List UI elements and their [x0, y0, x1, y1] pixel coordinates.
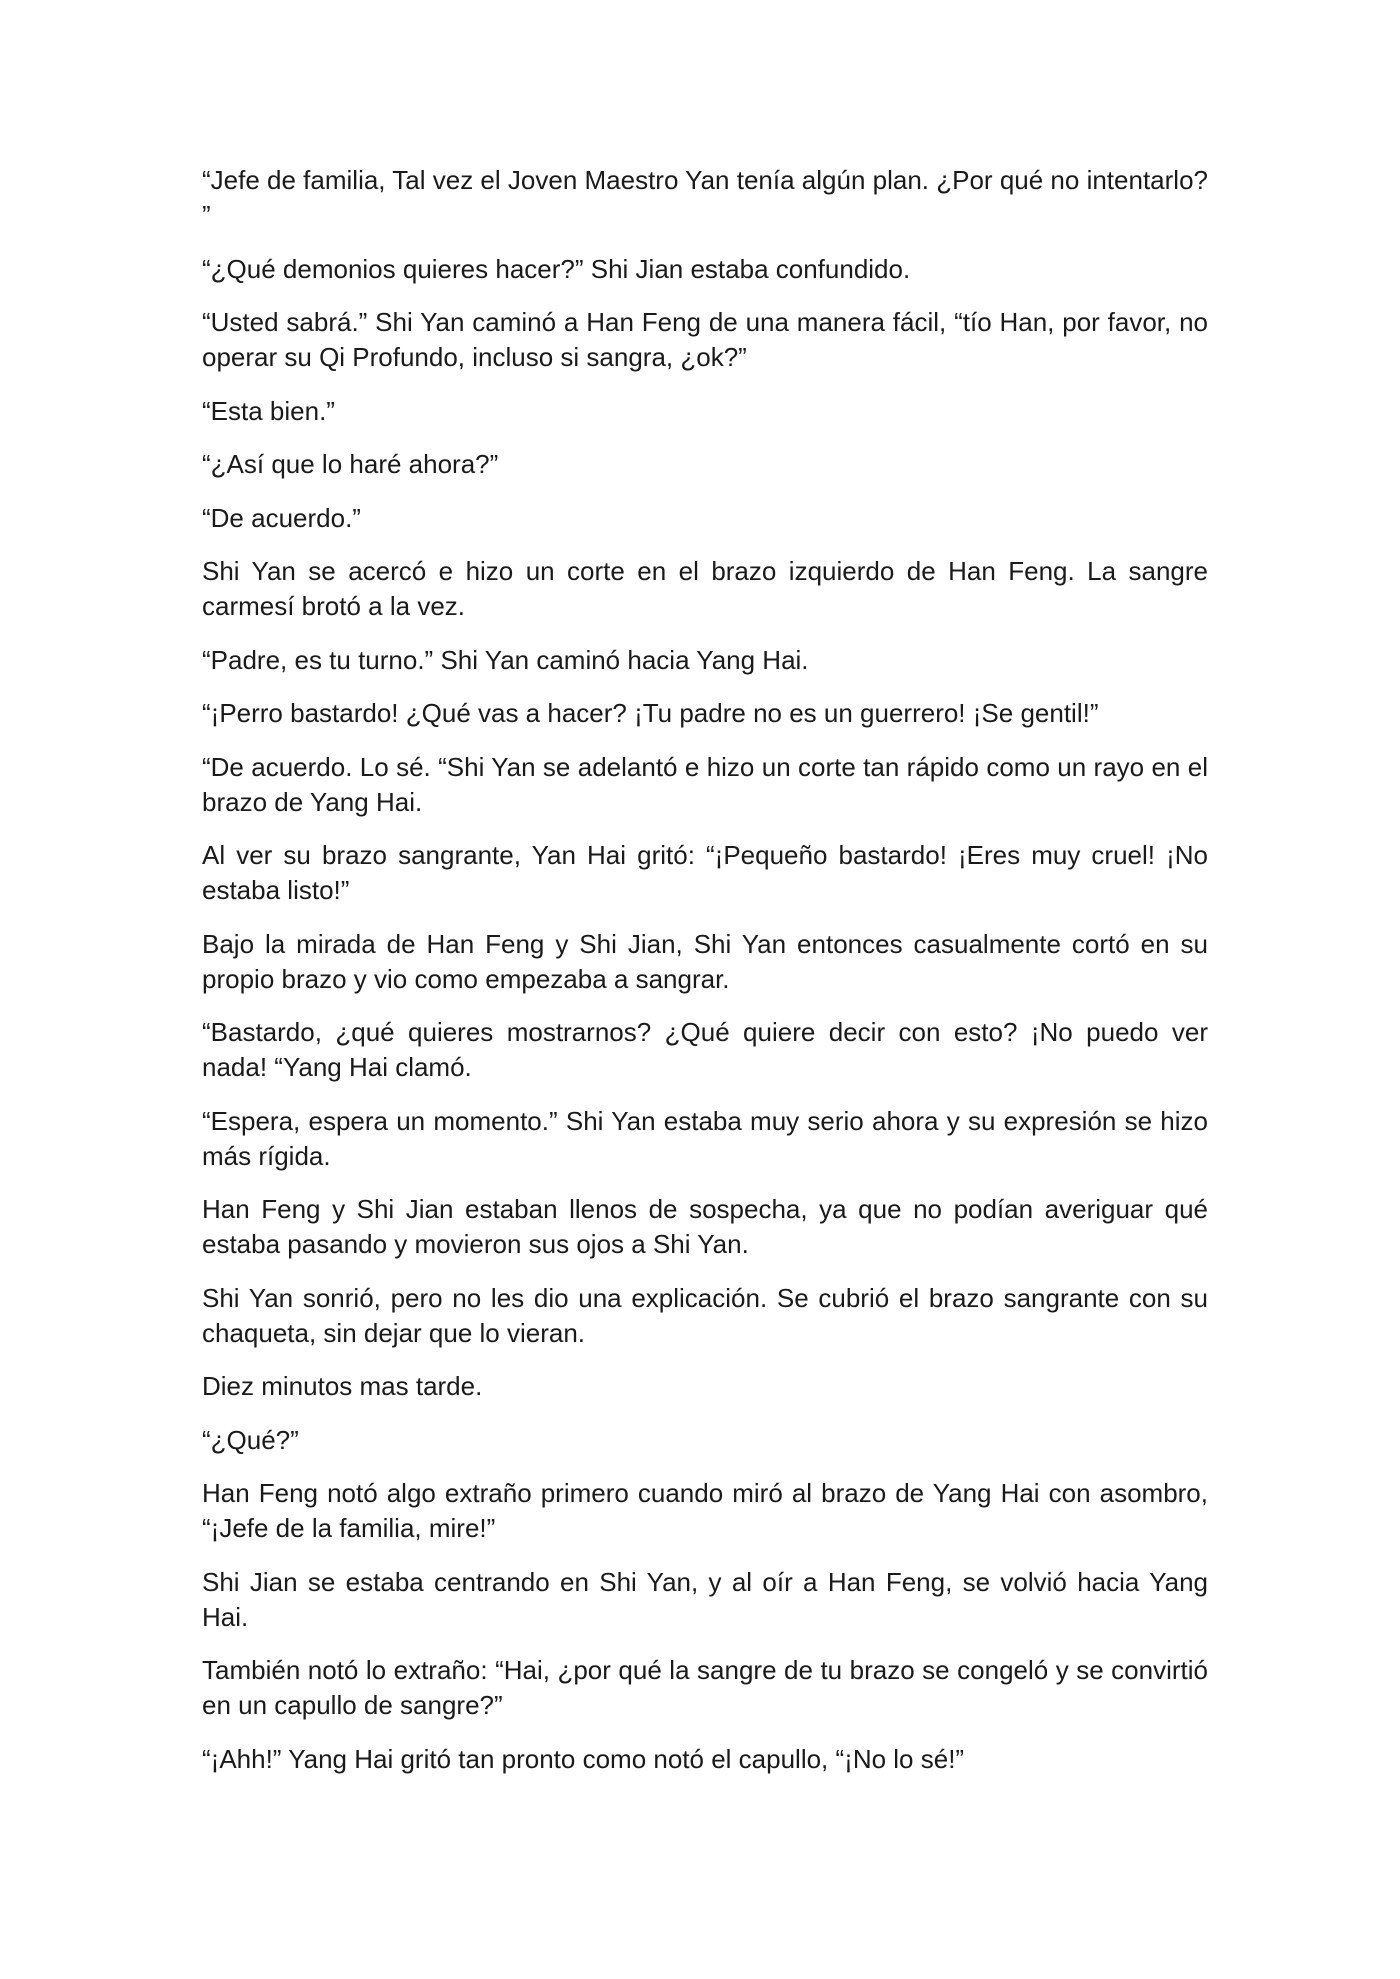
paragraph: Han Feng notó algo extraño primero cuando miró al brazo de Yang Hai con asombro, “¡Jefe de la familia, mire!”: [202, 1478, 1208, 1543]
paragraph: “Padre, es tu turno.” Shi Yan caminó hacia Yang Hai.: [202, 644, 809, 675]
paragraph: “¿Así que lo haré ahora?”: [202, 449, 499, 479]
paragraph: Han Feng y Shi Jian estaban llenos de sospecha, ya que no podían averiguar qué estaba pasando y movieron sus ojos a Shi Yan.: [202, 1194, 1208, 1259]
paragraph: “Usted sabrá.” Shi Yan caminó a Han Feng de una manera fácil, “tío Han, por favor, no operar su Qi Profundo, incluso si sangra, ¿ok?”: [202, 307, 1208, 372]
paragraph: Bajo la mirada de Han Feng y Shi Jian, Shi Yan entonces casualmente cortó en su propio brazo y vio como empezaba a sangrar.: [202, 928, 1208, 994]
paragraph: “Jefe de familia, Tal vez el Joven Maestro Yan tenía algún plan. ¿Por qué no intentarlo? ”: [202, 165, 1208, 230]
paragraph: “¡Ahh!” Yang Hai gritó tan pronto como notó el capullo, “¡No lo sé!”: [202, 1743, 965, 1774]
paragraph: “Bastardo, ¿qué quieres mostrarnos? ¿Qué quiere decir con esto? ¡No puedo ver nada! “Yang Hai clamó.: [202, 1017, 1208, 1082]
paragraph: Shi Yan sonrió, pero no les dio una explicación. Se cubrió el brazo sangrante con su chaqueta, sin dejar que lo vieran.: [202, 1282, 1208, 1348]
paragraph: Shi Yan se acercó e hizo un corte en el brazo izquierdo de Han Feng. La sangre carmesí brotó a la vez.: [202, 556, 1208, 621]
paragraph: Shi Jian se estaba centrando en Shi Yan, y al oír a Han Feng, se volvió hacia Yang Hai.: [202, 1566, 1208, 1632]
paragraph: “Esta bien.”: [202, 395, 335, 426]
paragraph: Diez minutos mas tarde.: [202, 1371, 483, 1401]
paragraph: Al ver su brazo sangrante, Yan Hai gritó: “¡Pequeño bastardo! ¡Eres muy cruel! ¡No estaba listo!”: [202, 840, 1208, 905]
paragraph: “¡Perro bastardo! ¿Qué vas a hacer? ¡Tu padre no es un guerrero! ¡Se gentil!”: [202, 698, 1099, 728]
paragraph: “De acuerdo.”: [202, 502, 361, 533]
paragraph: “De acuerdo. Lo sé. “Shi Yan se adelantó e hizo un corte tan rápido como un rayo en el brazo de Yang Hai.: [202, 751, 1208, 817]
paragraph: “Espera, espera un momento.” Shi Yan estaba muy serio ahora y su expresión se hizo más rígida.: [202, 1105, 1208, 1171]
paragraph: También notó lo extraño: “Hai, ¿por qué la sangre de tu brazo se congeló y se convirtió en un capullo de sangre?”: [202, 1655, 1208, 1720]
paragraph: “¿Qué demonios quieres hacer?” Shi Jian estaba confundido.: [202, 253, 911, 284]
paragraph: “¿Qué?”: [202, 1424, 299, 1455]
text-body: [202, 163, 1208, 1795]
